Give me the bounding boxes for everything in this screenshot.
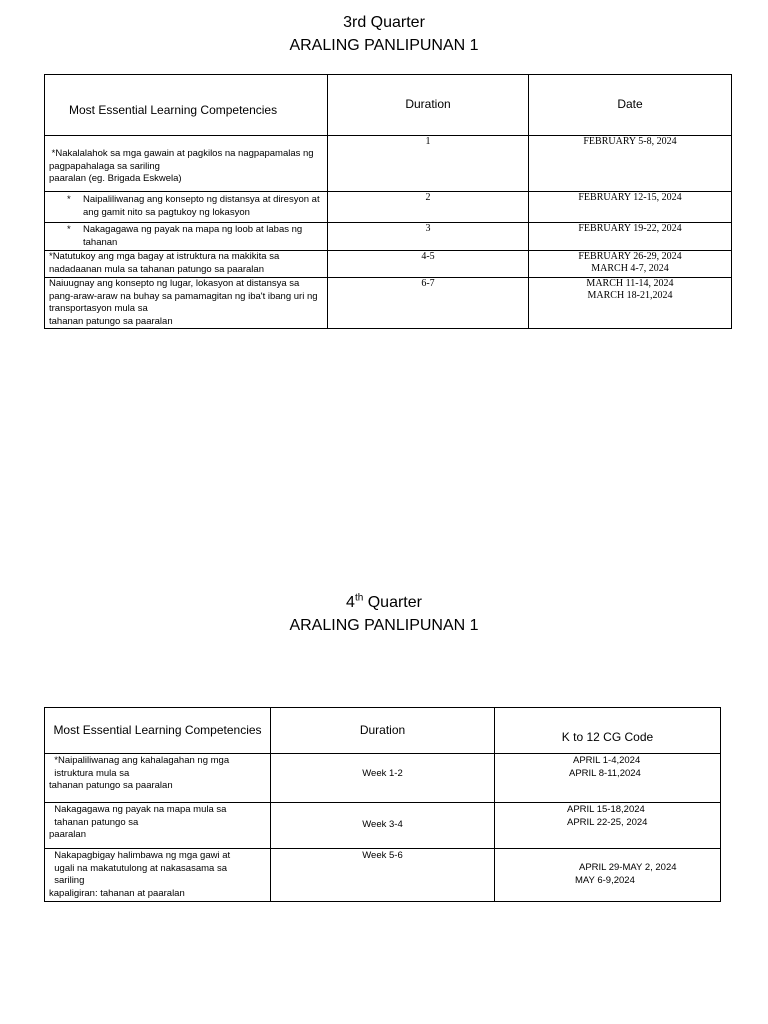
q4-title-number: 4 xyxy=(346,594,355,611)
q4-header-row xyxy=(45,708,721,754)
date-line: FEBRUARY 19-22, 2024 xyxy=(578,223,682,234)
date-line: MARCH 11-14, 2024 xyxy=(586,278,674,289)
competency-line: Nakagagawa ng payak na mapa ng loob at labas ng xyxy=(83,224,303,235)
date-line: FEBRUARY 26-29, 2024 xyxy=(578,251,682,262)
table-row xyxy=(45,136,732,192)
q4-title-label: Quarter xyxy=(363,594,422,611)
date-cell xyxy=(495,803,721,849)
competency-cell xyxy=(45,223,328,251)
q3-header-duration: Duration xyxy=(328,75,529,136)
competency-cell xyxy=(45,754,271,803)
competency-line: tahanan patungo sa paaralan xyxy=(49,780,173,791)
q4-header-duration: Duration xyxy=(271,708,495,754)
q3-subject: ARALING PANLIPUNAN 1 xyxy=(289,37,479,54)
q3-header-competencies: Most Essential Learning Competencies xyxy=(45,75,328,136)
table-row xyxy=(45,223,732,251)
q3-header-date: Date xyxy=(529,75,732,136)
duration-cell: 3 xyxy=(328,223,529,251)
duration-cell: 6-7 xyxy=(328,278,529,329)
competency-cell xyxy=(45,849,271,902)
date-cell xyxy=(529,223,732,251)
date-cell xyxy=(529,278,732,329)
competency-line: nadadaanan mula sa tahanan patungo sa paaralan xyxy=(49,263,264,275)
duration-cell: Week 1-2 xyxy=(271,754,495,803)
date-line: FEBRUARY 12-15, 2024 xyxy=(578,192,682,203)
date-line: MARCH 4-7, 2024 xyxy=(591,263,669,274)
date-line: MAY 6-9,2024 xyxy=(575,874,635,886)
competency-line: tahanan patungo sa paaralan xyxy=(49,315,173,327)
competency-line: Nakagagawa ng payak na mapa mula sa xyxy=(49,804,227,815)
date-line: FEBRUARY 5-8, 2024 xyxy=(583,136,677,147)
table-row xyxy=(45,754,721,803)
q3-title: 3rd Quarter xyxy=(343,14,425,31)
competency-line: tahanan patungo sa xyxy=(49,816,139,828)
date-cell xyxy=(529,251,732,278)
table-row xyxy=(45,192,732,223)
q4-table xyxy=(44,707,721,902)
competency-cell xyxy=(45,136,328,192)
competency-line: pagpapahalaga sa sariling xyxy=(49,160,160,172)
duration-cell: 4-5 xyxy=(328,251,529,278)
competency-line: *Nakalalahok sa mga gawain at pagkilos na nagpapamalas ng xyxy=(49,148,314,159)
competency-line: *Naipaliliwanag ang kahalagahan ng mga xyxy=(49,755,230,766)
competency-line: kapaligiran: tahanan at paaralan xyxy=(49,887,185,899)
competency-line: transportasyon mula sa xyxy=(49,303,148,314)
competency-cell xyxy=(45,251,328,278)
date-cell xyxy=(495,754,721,803)
table-row xyxy=(45,803,721,849)
bullet-marker: * xyxy=(67,194,71,205)
competency-line: *Natutukoy ang mga bagay at istruktura na makikita sa xyxy=(49,251,280,262)
q4-title xyxy=(0,592,768,614)
competency-cell xyxy=(45,278,328,329)
table-row xyxy=(45,849,721,902)
duration-cell: Week 3-4 xyxy=(271,803,495,849)
competency-line: Naipaliliwanag ang konsepto ng distansya at diresyon at xyxy=(83,194,320,205)
q3-header-row xyxy=(45,75,732,136)
bullet-marker: * xyxy=(67,224,71,235)
competency-line: paaralan xyxy=(49,829,86,840)
q4-subject: ARALING PANLIPUNAN 1 xyxy=(289,617,479,634)
table-row xyxy=(45,278,732,329)
date-line: APRIL 22-25, 2024 xyxy=(567,816,648,828)
competency-cell xyxy=(45,803,271,849)
date-cell xyxy=(529,192,732,223)
duration-cell: Week 5-6 xyxy=(271,849,495,902)
date-line: APRIL 29-MAY 2, 2024 xyxy=(579,862,677,873)
competency-line: ugali na makatutulong at nakasasama sa xyxy=(49,862,227,874)
competency-cell xyxy=(45,192,328,223)
competency-line: istruktura mula sa xyxy=(49,767,130,779)
competency-line: ang gamit nito sa pagtukoy ng lokasyon xyxy=(83,206,250,218)
q4-title-suffix: th xyxy=(354,592,364,604)
competency-line: Nakapagbigay halimbawa ng mga gawi at xyxy=(49,850,231,861)
date-line: APRIL 8-11,2024 xyxy=(569,767,641,779)
competency-line: Naiuugnay ang konsepto ng lugar, lokasyon at distansya sa xyxy=(49,278,300,289)
duration-cell: 1 xyxy=(328,136,529,192)
q4-header-code: K to 12 CG Code xyxy=(495,708,721,754)
q4-header-competencies: Most Essential Learning Competencies xyxy=(45,708,271,754)
date-line: MARCH 18-21,2024 xyxy=(587,290,673,301)
competency-line: tahanan xyxy=(83,236,118,248)
q3-table xyxy=(44,74,732,329)
table-row xyxy=(45,251,732,278)
date-line: APRIL 15-18,2024 xyxy=(567,804,645,815)
date-cell xyxy=(495,849,721,902)
competency-line: pang-araw-araw na buhay sa pamamagitan ng iba't ibang uri ng xyxy=(49,290,318,302)
competency-line: sariling xyxy=(49,875,85,886)
date-cell xyxy=(529,136,732,192)
competency-line: paaralan (eg. Brigada Eskwela) xyxy=(49,173,182,184)
date-line: APRIL 1-4,2024 xyxy=(573,755,641,766)
duration-cell: 2 xyxy=(328,192,529,223)
